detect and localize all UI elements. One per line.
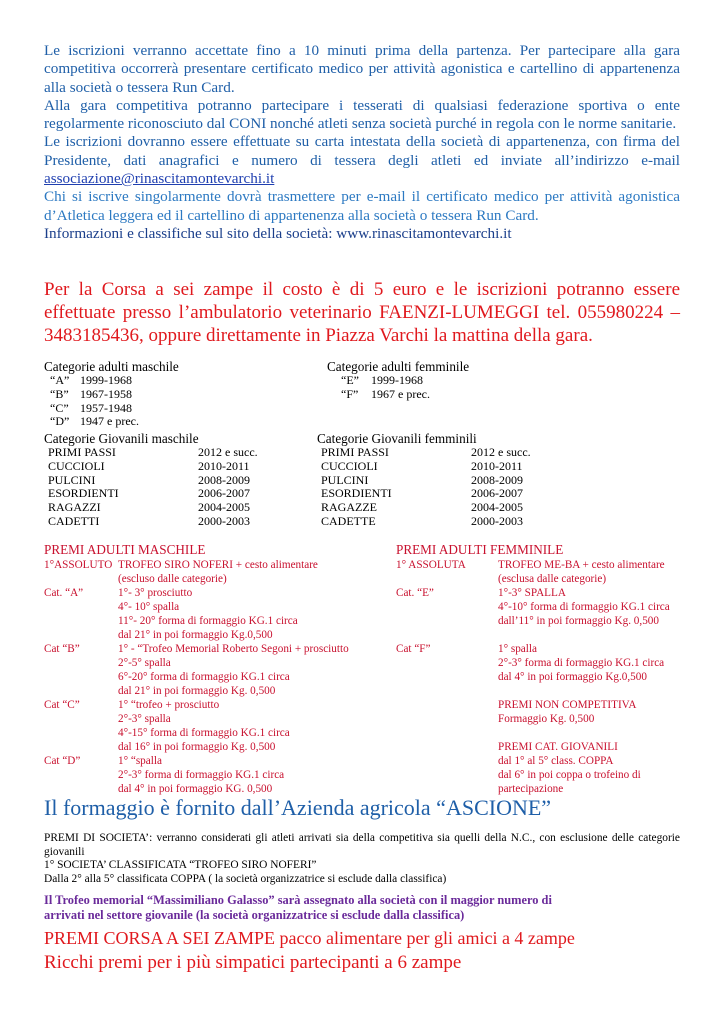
categorie-giovanili-maschili: [44, 431, 314, 529]
premi-sei-zampe: PREMI CORSA A SEI ZAMPE pacco alimentare per gli amici a 4 zampe: [44, 928, 575, 948]
prize-description: (esclusa dalle categorie): [498, 573, 607, 585]
prize-row: [396, 768, 696, 796]
prize-description: 1°-3° SPALLA: [498, 587, 566, 599]
prize-category-label: [396, 712, 498, 726]
prize-category-label: [396, 600, 498, 614]
category-label: CADETTE: [321, 513, 376, 528]
category-row: [317, 446, 617, 460]
premi-femminili-list: [396, 558, 696, 796]
prize-description: [498, 628, 696, 642]
prize-row: [396, 712, 696, 726]
prize-description: TROFEO ME-BA + cesto alimentare: [498, 559, 665, 571]
category-row: [317, 501, 617, 515]
category-row: [317, 474, 617, 488]
prize-category-label: [44, 768, 118, 782]
category-years: 2000-2003: [198, 513, 250, 528]
intro-section: [44, 42, 680, 243]
prize-row: [396, 572, 696, 586]
category-years: 1999-1968: [371, 373, 423, 387]
category-row: [44, 415, 314, 429]
memorial-line-1: Il Trofeo memorial “Massimiliano Galasso” sarà assegnato alla società con il maggior numero di: [44, 893, 552, 907]
prize-description: dall’11° in poi formaggio Kg. 0,500: [498, 615, 659, 627]
category-years: 2008-2009: [198, 472, 250, 487]
prize-row: [396, 726, 696, 740]
premi-maschili-list: [44, 558, 394, 796]
prize-row: [44, 726, 394, 740]
category-years: 1957-1948: [80, 400, 132, 415]
prize-description: 2°-3° forma di formaggio KG.1 circa: [498, 657, 665, 669]
prize-description: [498, 726, 696, 740]
category-row: [44, 374, 314, 388]
premi-societa-line-1: PREMI DI SOCIETA’: verranno considerati gli atleti arrivati sia della competitiva sia quelli della N.C., con esclusione delle categorie giovanili: [44, 832, 680, 858]
category-years: 2004-2005: [471, 500, 523, 515]
category-years: 2000-2003: [471, 513, 523, 528]
prize-description: 4°-15° forma di formaggio KG.1 circa: [118, 727, 290, 739]
category-row: [44, 474, 314, 488]
prize-description: (escluso dalle categorie): [118, 573, 227, 585]
category-label: CUCCIOLI: [48, 458, 105, 473]
category-label: ESORDIENTI: [48, 486, 119, 501]
prize-description: dal 16° in poi formaggio Kg. 0,500: [118, 741, 276, 753]
intro-paragraph-5: Informazioni e classifiche sul sito della società: www.rinascitamontevarchi.it: [44, 224, 512, 242]
prize-description: 1° “trofeo + prosciutto: [118, 699, 220, 711]
premi-simpatici: Ricchi premi per i più simpatici partecipanti a 6 zampe: [44, 952, 462, 973]
prize-row: [44, 558, 394, 572]
category-row: [44, 388, 314, 402]
intro-paragraph-3-text: Le iscrizioni dovranno essere effettuate su carta intestata della società di appartenenza, con firma del Presidente, dati anagrafici e numero di tessera degli atleti ed inviate all’indirizzo e-mail: [44, 133, 680, 169]
prize-row: [44, 740, 394, 754]
prize-description: 2°-3° forma di formaggio KG.1 circa: [118, 769, 285, 781]
prize-category-label: [44, 572, 118, 586]
category-years: 1967-1958: [80, 386, 132, 401]
prize-row: [44, 684, 394, 698]
ascione-notice: Il formaggio è fornito dall’Azienda agricola “ASCIONE”: [44, 795, 552, 820]
corsa-sei-zampe-info: Per la Corsa a sei zampe il costo è di 5 euro e le iscrizioni potranno essere effettuate presso l’ambulatorio veterinario FAENZI-LUMEGGI tel. 055980224 – 3483185436, oppure direttamente in Piazza Varchi la mattina della gara.: [44, 279, 680, 346]
premi-femminili-title: PREMI ADULTI FEMMINILE: [396, 542, 564, 557]
category-years: 1999-1968: [80, 373, 132, 387]
prize-description: 2°-3° spalla: [118, 713, 171, 725]
prize-description: 4°-10° forma di formaggio KG.1 circa: [498, 601, 670, 613]
prize-category-label: [396, 698, 498, 712]
prize-description: dal 4° in poi formaggio Kg.0,500: [498, 671, 647, 683]
category-label: PRIMI PASSI: [321, 445, 389, 459]
prize-category-label: [44, 782, 118, 796]
category-row: [44, 402, 314, 416]
prize-category-label: [396, 754, 498, 768]
category-row: [327, 374, 627, 388]
prize-category-label: [44, 712, 118, 726]
prize-description: dal 21° in poi formaggio Kg.0,500: [118, 629, 273, 641]
category-row: [44, 487, 314, 501]
category-years: 2006-2007: [198, 486, 250, 501]
prize-row: [396, 600, 696, 614]
category-row: [317, 487, 617, 501]
category-row: [327, 388, 627, 402]
categorie-giovanili-femminili-title: Categorie Giovanili femminili: [317, 431, 477, 446]
category-years: 2004-2005: [198, 500, 250, 515]
category-row: [44, 501, 314, 515]
prize-category-label: Cat. “E”: [396, 587, 434, 599]
prize-category-label: [396, 572, 498, 586]
category-row: [317, 460, 617, 474]
category-row: [44, 460, 314, 474]
prize-row: [44, 572, 394, 586]
prize-row: [44, 670, 394, 684]
category-label: PRIMI PASSI: [48, 445, 116, 459]
prize-description: [498, 684, 696, 698]
prize-category-label: [396, 656, 498, 670]
prize-category-label: [396, 670, 498, 684]
category-years: 2008-2009: [471, 472, 523, 487]
prize-row: [44, 698, 394, 712]
category-label: PULCINI: [321, 472, 369, 487]
prize-description: dal 4° in poi formaggio KG. 0,500: [118, 783, 273, 795]
prize-row: [396, 684, 696, 698]
intro-paragraph-1: Le iscrizioni verranno accettate fino a 10 minuti prima della partenza. Per partecipare alla gara competitiva occorrerà presentare certificato medico per attività agonistica e cartellino di appartenenza alla società o tessera Run Card.: [44, 42, 680, 96]
prize-category-label: [44, 726, 118, 740]
prize-row: [396, 558, 696, 572]
prize-description: 11°- 20° forma di formaggio KG.1 circa: [118, 615, 298, 627]
prize-category-label: [44, 600, 118, 614]
category-years: 2006-2007: [471, 486, 523, 501]
prize-row: [44, 642, 394, 656]
category-years: 1947 e prec.: [80, 414, 139, 429]
category-years: 2010-2011: [198, 458, 250, 473]
prize-category-label: Cat “B”: [44, 643, 80, 655]
prize-category-label: [44, 614, 118, 628]
prize-category-label: [44, 656, 118, 670]
premi-societa-line-2: 1° SOCIETA’ CLASSIFICATA “TROFEO SIRO NOFERI”: [44, 859, 317, 872]
category-row: [44, 446, 314, 460]
category-years: 2012 e succ.: [198, 445, 258, 459]
category-label: “F”: [341, 386, 359, 401]
categorie-adulti-femminili: [327, 359, 627, 402]
prize-category-label: 1°ASSOLUTO: [44, 559, 113, 571]
prize-description: 1° spalla: [498, 643, 537, 655]
prize-row: [44, 628, 394, 642]
prize-category-label: [396, 726, 498, 740]
category-label: “E”: [341, 373, 359, 387]
prize-row: [396, 642, 696, 656]
category-label: RAGAZZE: [321, 500, 377, 515]
category-label: RAGAZZI: [48, 500, 101, 515]
premi-societa: [44, 832, 680, 886]
categorie-adulti-maschili-title: Categorie adulti maschile: [44, 359, 179, 374]
category-row: [44, 515, 314, 529]
prize-category-label: [396, 614, 498, 628]
prize-row: [396, 740, 696, 754]
prize-row: [396, 754, 696, 768]
prize-description: dal 1° al 5° class. COPPA: [498, 755, 614, 767]
categorie-giovanili-maschili-title: Categorie Giovanili maschile: [44, 431, 199, 446]
prize-row: [44, 656, 394, 670]
premi-societa-line-3: Dalla 2° alla 5° classificata COPPA ( la società organizzatrice si esclude dalla classifica): [44, 872, 447, 885]
category-row: [317, 515, 617, 529]
intro-paragraph-4: Chi si iscrive singolarmente dovrà trasmettere per e-mail il certificato medico per attività agonistica d’Atletica leggera ed il cartellino di appartenenza alla società o tessera Run Card.: [44, 188, 680, 224]
intro-paragraph-3: [44, 133, 680, 188]
categorie-adulti-femminili-title: Categorie adulti femminile: [327, 359, 470, 374]
prize-description: TROFEO SIRO NOFERI + cesto alimentare: [118, 559, 318, 571]
memorial-line-2: arrivati nel settore giovanile (la società organizzatrice si esclude dalla classifica): [44, 908, 465, 922]
prize-row: [396, 628, 696, 642]
prize-description: dal 6° in poi coppa o trofeino di partecipazione: [498, 769, 641, 795]
prize-category-label: [396, 768, 498, 796]
category-label: “C”: [50, 400, 69, 415]
category-label: PULCINI: [48, 472, 96, 487]
prize-row: [44, 614, 394, 628]
prize-description: Formaggio Kg. 0,500: [498, 713, 595, 725]
prize-description: 1° - “Trofeo Memorial Roberto Segoni + prosciutto: [118, 643, 349, 655]
prize-row: [396, 586, 696, 600]
prize-category-label: Cat “C”: [44, 699, 80, 711]
category-years: 1967 e prec.: [371, 386, 430, 401]
categorie-giovanili-femminili: [317, 431, 617, 529]
prize-category-label: [396, 684, 498, 698]
prize-row: [44, 600, 394, 614]
prize-row: [44, 754, 394, 768]
prize-row: [44, 782, 394, 796]
prize-row: [44, 768, 394, 782]
category-years: 2010-2011: [471, 458, 523, 473]
category-label: ESORDIENTI: [321, 486, 392, 501]
prize-row: [396, 614, 696, 628]
prize-row: [396, 670, 696, 684]
category-label: “B”: [50, 386, 69, 401]
intro-paragraph-2: Alla gara competitiva potranno partecipare i tesserati di qualsiasi federazione sportiva o ente regolarmente riconosciuto dal CONI nonché atleti senza società purché in regola con le norme sanitarie.: [44, 96, 680, 133]
prize-category-label: Cat “F”: [396, 643, 431, 655]
email-link[interactable]: associazione@rinascitamontevarchi.it: [44, 170, 275, 188]
prize-row: [44, 712, 394, 726]
premi-adulti-maschili: [44, 542, 394, 796]
prize-category-label: [44, 670, 118, 684]
prize-row: [396, 698, 696, 712]
premi-adulti-femminili: [396, 542, 696, 796]
prize-description: PREMI CAT. GIOVANILI: [498, 741, 618, 753]
prize-category-label: Cat. “A”: [44, 587, 84, 599]
prize-description: 1° “spalla: [118, 755, 162, 767]
category-label: “D”: [50, 414, 70, 429]
category-label: “A”: [50, 373, 70, 387]
prize-category-label: [396, 740, 498, 754]
prize-category-label: 1° ASSOLUTA: [396, 559, 466, 571]
premi-maschili-title: PREMI ADULTI MASCHILE: [44, 542, 206, 557]
prize-description: 2°-5° spalla: [118, 657, 171, 669]
prize-category-label: Cat “D”: [44, 755, 81, 767]
prize-description: 1°- 3° prosciutto: [118, 587, 193, 599]
category-label: CUCCIOLI: [321, 458, 378, 473]
category-label: CADETTI: [48, 513, 100, 528]
categorie-adulti-maschili: [44, 359, 314, 429]
prize-category-label: [396, 628, 498, 642]
prize-description: 6°-20° forma di formaggio KG.1 circa: [118, 671, 290, 683]
prize-row: [44, 586, 394, 600]
category-years: 2012 e succ.: [471, 445, 531, 459]
prize-description: PREMI NON COMPETITIVA: [498, 699, 637, 711]
prize-description: 4°- 10° spalla: [118, 601, 180, 613]
prize-row: [396, 656, 696, 670]
prize-category-label: [44, 684, 118, 698]
prize-category-label: [44, 628, 118, 642]
prize-description: dal 21° in poi formaggio Kg. 0,500: [118, 685, 276, 697]
prize-category-label: [44, 740, 118, 754]
memorial-galasso: [44, 893, 680, 923]
